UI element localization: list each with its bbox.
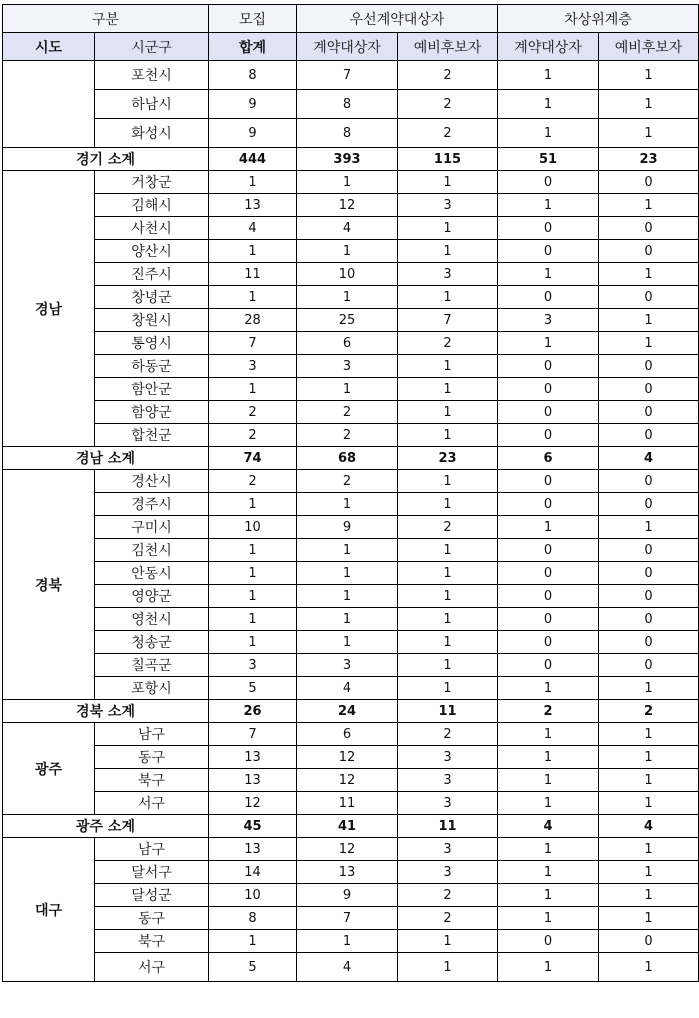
next-contract-cell: 0 [498, 286, 599, 309]
next-reserve-cell: 0 [599, 355, 699, 378]
priority-reserve-cell: 3 [398, 838, 498, 861]
district-cell: 동구 [95, 907, 209, 930]
next-contract-cell: 0 [498, 493, 599, 516]
priority-contract-cell: 12 [297, 838, 398, 861]
district-cell: 칠곡군 [95, 654, 209, 677]
next-reserve-cell: 1 [599, 194, 699, 217]
recruit-total-cell: 28 [209, 309, 297, 332]
next-reserve-cell: 0 [599, 562, 699, 585]
table-row [3, 884, 699, 907]
priority-reserve-cell: 3 [398, 194, 498, 217]
next-contract-cell: 1 [498, 332, 599, 355]
next-contract-cell: 1 [498, 263, 599, 286]
subtotal-priority-contract: 393 [297, 148, 398, 171]
priority-contract-cell: 9 [297, 516, 398, 539]
recruit-total-cell: 13 [209, 194, 297, 217]
next-contract-cell: 0 [498, 585, 599, 608]
subtotal-row [3, 815, 699, 838]
header-row-2 [3, 33, 699, 61]
table-row [3, 539, 699, 562]
district-cell: 함양군 [95, 401, 209, 424]
recruit-total-cell: 2 [209, 401, 297, 424]
next-contract-cell: 1 [498, 769, 599, 792]
priority-reserve-cell: 3 [398, 792, 498, 815]
district-cell: 합천군 [95, 424, 209, 447]
recruit-total-cell: 7 [209, 723, 297, 746]
table-row [3, 119, 699, 148]
priority-contract-cell: 10 [297, 263, 398, 286]
next-reserve-cell: 0 [599, 378, 699, 401]
recruit-total-cell: 1 [209, 493, 297, 516]
next-contract-cell: 0 [498, 562, 599, 585]
subtotal-label: 광주 소계 [3, 815, 209, 838]
next-contract-cell: 0 [498, 470, 599, 493]
recruit-total-cell: 1 [209, 240, 297, 263]
next-contract-cell: 1 [498, 792, 599, 815]
next-reserve-cell: 1 [599, 769, 699, 792]
recruit-total-cell: 1 [209, 171, 297, 194]
priority-reserve-cell: 2 [398, 61, 498, 90]
next-reserve-cell: 1 [599, 332, 699, 355]
recruit-total-cell: 1 [209, 930, 297, 953]
table-row [3, 907, 699, 930]
table-row [3, 493, 699, 516]
table-row [3, 654, 699, 677]
priority-reserve-cell: 1 [398, 171, 498, 194]
priority-contract-cell: 12 [297, 746, 398, 769]
header-priority-contract: 계약대상자 [297, 33, 398, 61]
priority-reserve-cell: 2 [398, 90, 498, 119]
next-reserve-cell: 0 [599, 493, 699, 516]
district-cell: 서구 [95, 792, 209, 815]
priority-contract-cell: 8 [297, 119, 398, 148]
header-sigungu: 시군구 [95, 33, 209, 61]
priority-reserve-cell: 2 [398, 884, 498, 907]
priority-contract-cell: 1 [297, 930, 398, 953]
priority-reserve-cell: 1 [398, 677, 498, 700]
district-cell: 포항시 [95, 677, 209, 700]
priority-contract-cell: 6 [297, 332, 398, 355]
next-reserve-cell: 1 [599, 907, 699, 930]
district-cell: 함안군 [95, 378, 209, 401]
next-reserve-cell: 1 [599, 516, 699, 539]
district-cell: 창녕군 [95, 286, 209, 309]
table-row [3, 861, 699, 884]
header-sido: 시도 [3, 33, 95, 61]
priority-reserve-cell: 1 [398, 654, 498, 677]
table-row [3, 61, 699, 90]
recruit-total-cell: 8 [209, 907, 297, 930]
priority-reserve-cell: 1 [398, 539, 498, 562]
table-row [3, 217, 699, 240]
subtotal-next-reserve: 23 [599, 148, 699, 171]
subtotal-label: 경기 소계 [3, 148, 209, 171]
district-cell: 북구 [95, 930, 209, 953]
table-row [3, 838, 699, 861]
district-cell: 동구 [95, 746, 209, 769]
table-row [3, 286, 699, 309]
priority-contract-cell: 1 [297, 562, 398, 585]
priority-reserve-cell: 3 [398, 263, 498, 286]
data-table [2, 4, 699, 982]
subtotal-row [3, 700, 699, 723]
subtotal-row [3, 148, 699, 171]
next-contract-cell: 0 [498, 930, 599, 953]
next-reserve-cell: 1 [599, 792, 699, 815]
priority-contract-cell: 25 [297, 309, 398, 332]
recruit-total-cell: 1 [209, 562, 297, 585]
recruit-total-cell: 13 [209, 838, 297, 861]
subtotal-priority-contract: 41 [297, 815, 398, 838]
priority-contract-cell: 4 [297, 953, 398, 982]
recruit-total-cell: 8 [209, 61, 297, 90]
recruit-total-cell: 3 [209, 355, 297, 378]
next-reserve-cell: 1 [599, 746, 699, 769]
next-contract-cell: 1 [498, 746, 599, 769]
next-reserve-cell: 0 [599, 608, 699, 631]
recruit-total-cell: 1 [209, 631, 297, 654]
recruit-total-cell: 1 [209, 608, 297, 631]
next-contract-cell: 0 [498, 217, 599, 240]
next-reserve-cell: 0 [599, 585, 699, 608]
district-cell: 하동군 [95, 355, 209, 378]
next-contract-cell: 0 [498, 654, 599, 677]
next-contract-cell: 0 [498, 401, 599, 424]
recruit-total-cell: 3 [209, 654, 297, 677]
recruit-total-cell: 1 [209, 539, 297, 562]
district-cell: 창원시 [95, 309, 209, 332]
subtotal-next-contract: 51 [498, 148, 599, 171]
recruit-total-cell: 12 [209, 792, 297, 815]
table-row [3, 90, 699, 119]
table-row [3, 309, 699, 332]
table-row [3, 608, 699, 631]
subtotal-recruit: 45 [209, 815, 297, 838]
table-row [3, 723, 699, 746]
priority-contract-cell: 13 [297, 861, 398, 884]
priority-contract-cell: 12 [297, 769, 398, 792]
next-reserve-cell: 0 [599, 217, 699, 240]
priority-contract-cell: 8 [297, 90, 398, 119]
header-next-contract: 계약대상자 [498, 33, 599, 61]
subtotal-next-reserve: 2 [599, 700, 699, 723]
next-contract-cell: 1 [498, 194, 599, 217]
priority-reserve-cell: 1 [398, 608, 498, 631]
recruit-total-cell: 9 [209, 119, 297, 148]
priority-contract-cell: 1 [297, 240, 398, 263]
recruit-total-cell: 2 [209, 424, 297, 447]
subtotal-recruit: 74 [209, 447, 297, 470]
priority-contract-cell: 9 [297, 884, 398, 907]
next-reserve-cell: 0 [599, 539, 699, 562]
next-contract-cell: 0 [498, 378, 599, 401]
sido-cell: 대구 [3, 838, 95, 982]
recruit-total-cell: 7 [209, 332, 297, 355]
district-cell: 진주시 [95, 263, 209, 286]
next-contract-cell: 1 [498, 61, 599, 90]
table-row [3, 240, 699, 263]
subtotal-row [3, 447, 699, 470]
next-contract-cell: 0 [498, 539, 599, 562]
table-row [3, 332, 699, 355]
district-cell: 달성군 [95, 884, 209, 907]
district-cell: 남구 [95, 723, 209, 746]
recruit-total-cell: 2 [209, 470, 297, 493]
next-contract-cell: 0 [498, 608, 599, 631]
priority-reserve-cell: 2 [398, 516, 498, 539]
table-row [3, 355, 699, 378]
priority-reserve-cell: 1 [398, 355, 498, 378]
sido-cell: 광주 [3, 723, 95, 815]
next-reserve-cell: 1 [599, 861, 699, 884]
next-reserve-cell: 1 [599, 884, 699, 907]
recruit-total-cell: 10 [209, 516, 297, 539]
priority-contract-cell: 1 [297, 631, 398, 654]
subtotal-recruit: 444 [209, 148, 297, 171]
district-cell: 안동시 [95, 562, 209, 585]
subtotal-label: 경북 소계 [3, 700, 209, 723]
priority-contract-cell: 7 [297, 907, 398, 930]
district-cell: 북구 [95, 769, 209, 792]
priority-contract-cell: 3 [297, 654, 398, 677]
priority-reserve-cell: 1 [398, 631, 498, 654]
district-cell: 김해시 [95, 194, 209, 217]
district-cell: 영양군 [95, 585, 209, 608]
priority-contract-cell: 1 [297, 171, 398, 194]
priority-reserve-cell: 1 [398, 493, 498, 516]
subtotal-next-contract: 2 [498, 700, 599, 723]
subtotal-priority-reserve: 11 [398, 815, 498, 838]
recruit-total-cell: 4 [209, 217, 297, 240]
next-contract-cell: 0 [498, 424, 599, 447]
recruit-total-cell: 10 [209, 884, 297, 907]
district-cell: 영천시 [95, 608, 209, 631]
header-priority: 우선계약대상자 [297, 5, 498, 33]
table-row [3, 585, 699, 608]
priority-contract-cell: 1 [297, 493, 398, 516]
priority-reserve-cell: 2 [398, 119, 498, 148]
district-cell: 거창군 [95, 171, 209, 194]
next-reserve-cell: 1 [599, 119, 699, 148]
next-contract-cell: 1 [498, 677, 599, 700]
next-reserve-cell: 0 [599, 240, 699, 263]
next-reserve-cell: 0 [599, 171, 699, 194]
table-row [3, 424, 699, 447]
district-cell: 경산시 [95, 470, 209, 493]
district-cell: 경주시 [95, 493, 209, 516]
priority-reserve-cell: 2 [398, 723, 498, 746]
district-cell: 남구 [95, 838, 209, 861]
priority-reserve-cell: 1 [398, 562, 498, 585]
priority-reserve-cell: 1 [398, 378, 498, 401]
district-cell: 양산시 [95, 240, 209, 263]
district-cell: 김천시 [95, 539, 209, 562]
next-contract-cell: 1 [498, 90, 599, 119]
next-contract-cell: 1 [498, 838, 599, 861]
table-row [3, 470, 699, 493]
subtotal-priority-reserve: 11 [398, 700, 498, 723]
table-row [3, 401, 699, 424]
table-row [3, 746, 699, 769]
priority-reserve-cell: 2 [398, 332, 498, 355]
priority-reserve-cell: 1 [398, 470, 498, 493]
priority-reserve-cell: 1 [398, 930, 498, 953]
district-cell: 사천시 [95, 217, 209, 240]
table-row [3, 171, 699, 194]
next-reserve-cell: 0 [599, 470, 699, 493]
header-recruit: 모집 [209, 5, 297, 33]
priority-contract-cell: 1 [297, 608, 398, 631]
priority-contract-cell: 1 [297, 378, 398, 401]
priority-reserve-cell: 1 [398, 953, 498, 982]
sido-cell: 경남 [3, 171, 95, 447]
priority-reserve-cell: 1 [398, 401, 498, 424]
priority-reserve-cell: 2 [398, 907, 498, 930]
priority-contract-cell: 11 [297, 792, 398, 815]
priority-reserve-cell: 1 [398, 240, 498, 263]
priority-contract-cell: 1 [297, 539, 398, 562]
district-cell: 달서구 [95, 861, 209, 884]
priority-contract-cell: 1 [297, 286, 398, 309]
next-contract-cell: 0 [498, 355, 599, 378]
header-row-1 [3, 5, 699, 33]
subtotal-priority-reserve: 115 [398, 148, 498, 171]
recruit-total-cell: 13 [209, 746, 297, 769]
priority-contract-cell: 3 [297, 355, 398, 378]
next-contract-cell: 1 [498, 861, 599, 884]
priority-contract-cell: 7 [297, 61, 398, 90]
priority-reserve-cell: 1 [398, 286, 498, 309]
sido-cell: 경북 [3, 470, 95, 700]
next-reserve-cell: 0 [599, 286, 699, 309]
subtotal-next-reserve: 4 [599, 815, 699, 838]
next-reserve-cell: 1 [599, 61, 699, 90]
next-contract-cell: 1 [498, 907, 599, 930]
header-priority-reserve: 예비후보자 [398, 33, 498, 61]
subtotal-recruit: 26 [209, 700, 297, 723]
district-cell: 하남시 [95, 90, 209, 119]
priority-reserve-cell: 1 [398, 585, 498, 608]
priority-reserve-cell: 3 [398, 861, 498, 884]
priority-contract-cell: 2 [297, 470, 398, 493]
subtotal-priority-contract: 24 [297, 700, 398, 723]
table-row [3, 677, 699, 700]
subtotal-next-contract: 4 [498, 815, 599, 838]
next-reserve-cell: 1 [599, 263, 699, 286]
table-row [3, 769, 699, 792]
next-reserve-cell: 1 [599, 723, 699, 746]
priority-contract-cell: 12 [297, 194, 398, 217]
priority-reserve-cell: 1 [398, 424, 498, 447]
header-total: 합계 [209, 33, 297, 61]
header-category: 구분 [3, 5, 209, 33]
subtotal-label: 경남 소계 [3, 447, 209, 470]
next-reserve-cell: 0 [599, 654, 699, 677]
recruit-total-cell: 9 [209, 90, 297, 119]
next-reserve-cell: 1 [599, 677, 699, 700]
next-contract-cell: 1 [498, 516, 599, 539]
next-contract-cell: 0 [498, 631, 599, 654]
priority-contract-cell: 2 [297, 424, 398, 447]
recruit-total-cell: 1 [209, 286, 297, 309]
priority-contract-cell: 4 [297, 217, 398, 240]
table-row [3, 516, 699, 539]
next-reserve-cell: 0 [599, 424, 699, 447]
priority-contract-cell: 2 [297, 401, 398, 424]
priority-contract-cell: 1 [297, 585, 398, 608]
priority-reserve-cell: 3 [398, 769, 498, 792]
next-contract-cell: 1 [498, 119, 599, 148]
table-row [3, 930, 699, 953]
table-row [3, 562, 699, 585]
priority-reserve-cell: 1 [398, 217, 498, 240]
recruit-total-cell: 14 [209, 861, 297, 884]
district-cell: 화성시 [95, 119, 209, 148]
next-contract-cell: 1 [498, 723, 599, 746]
next-reserve-cell: 1 [599, 90, 699, 119]
next-contract-cell: 1 [498, 884, 599, 907]
table-row [3, 792, 699, 815]
table-row [3, 194, 699, 217]
header-next-reserve: 예비후보자 [599, 33, 699, 61]
sido-cell [3, 61, 95, 148]
header-next-tier: 차상위계층 [498, 5, 699, 33]
subtotal-priority-reserve: 23 [398, 447, 498, 470]
next-contract-cell: 0 [498, 171, 599, 194]
next-contract-cell: 3 [498, 309, 599, 332]
recruit-total-cell: 5 [209, 953, 297, 982]
recruit-total-cell: 13 [209, 769, 297, 792]
subtotal-next-contract: 6 [498, 447, 599, 470]
table-row [3, 378, 699, 401]
recruit-total-cell: 1 [209, 378, 297, 401]
table-row [3, 263, 699, 286]
next-reserve-cell: 1 [599, 838, 699, 861]
district-cell: 청송군 [95, 631, 209, 654]
recruit-total-cell: 5 [209, 677, 297, 700]
table-row [3, 631, 699, 654]
next-reserve-cell: 0 [599, 401, 699, 424]
next-contract-cell: 1 [498, 953, 599, 982]
recruit-total-cell: 11 [209, 263, 297, 286]
priority-reserve-cell: 3 [398, 746, 498, 769]
subtotal-next-reserve: 4 [599, 447, 699, 470]
table-row [3, 953, 699, 982]
next-reserve-cell: 0 [599, 631, 699, 654]
district-cell: 구미시 [95, 516, 209, 539]
next-contract-cell: 0 [498, 240, 599, 263]
recruit-total-cell: 1 [209, 585, 297, 608]
priority-reserve-cell: 7 [398, 309, 498, 332]
priority-contract-cell: 4 [297, 677, 398, 700]
subtotal-priority-contract: 68 [297, 447, 398, 470]
next-reserve-cell: 1 [599, 309, 699, 332]
district-cell: 통영시 [95, 332, 209, 355]
district-cell: 서구 [95, 953, 209, 982]
priority-contract-cell: 6 [297, 723, 398, 746]
district-cell: 포천시 [95, 61, 209, 90]
table-container [2, 4, 699, 982]
next-reserve-cell: 1 [599, 953, 699, 982]
next-reserve-cell: 0 [599, 930, 699, 953]
